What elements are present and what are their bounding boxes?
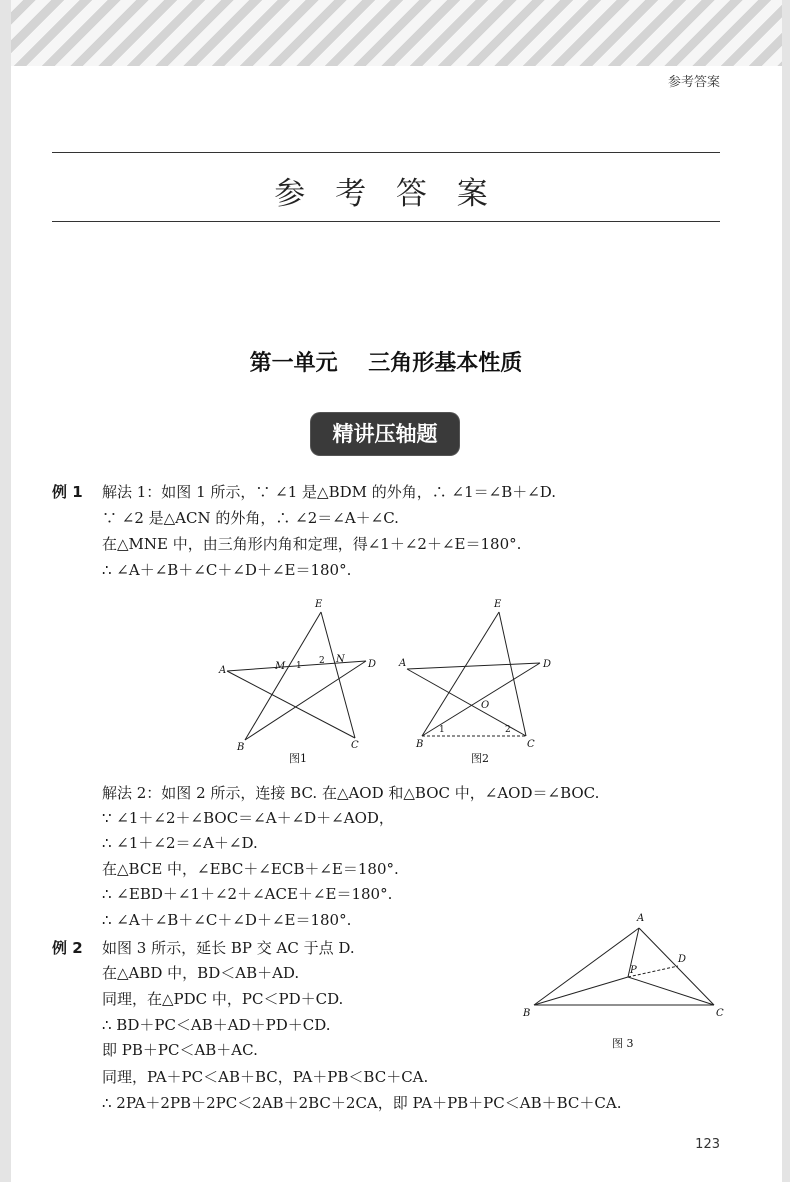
fig1-point-C: C bbox=[351, 740, 359, 751]
example-2-line: ∴ BD＋PC＜AB＋AD＋PD＋CD. bbox=[102, 1016, 331, 1034]
fig3-point-A: A bbox=[637, 913, 645, 924]
solution-2-line: ∴ ∠A＋∠B＋∠C＋∠D＋∠E＝180°. bbox=[102, 911, 352, 929]
fig3-point-B: B bbox=[523, 1008, 531, 1019]
figure-3-triangle bbox=[515, 908, 735, 1058]
example-2-line: 如图 3 所示，延长 BP 交 AC 于点 D. bbox=[102, 939, 355, 957]
example-1-line: ∴ ∠A＋∠B＋∠C＋∠D＋∠E＝180°. bbox=[102, 561, 352, 579]
fig2-point-A: A bbox=[399, 658, 407, 669]
fig1-point-E: E bbox=[315, 599, 323, 610]
solution-2-line: ∴ ∠1＋∠2＝∠A＋∠D. bbox=[102, 834, 258, 852]
fig1-point-M: M bbox=[275, 661, 286, 672]
fig3-point-D: D bbox=[678, 954, 687, 965]
example-1-line: 在△MNE 中，由三角形内角和定理，得∠1＋∠2＋∠E＝180°. bbox=[102, 535, 522, 553]
fig1-point-A: A bbox=[219, 665, 227, 676]
fig1-angle-1: 1 bbox=[296, 661, 302, 671]
unit-title: 第一单元 三角形基本性质 bbox=[249, 351, 523, 376]
page-number: 123 bbox=[695, 1137, 720, 1152]
decorative-stripe-band bbox=[0, 0, 790, 66]
section-badge: 精讲压轴题 bbox=[311, 413, 459, 455]
example-2-line: ∴ 2PA＋2PB＋2PC＜2AB＋2BC＋2CA，即 PA＋PB＋PC＜AB＋BC＋CA. bbox=[102, 1094, 622, 1112]
title-rule-bottom bbox=[52, 221, 720, 222]
title-rule-top bbox=[52, 152, 720, 153]
fig2-point-C: C bbox=[527, 739, 535, 750]
fig1-point-B: B bbox=[237, 742, 245, 753]
example-2-line: 同理，PA＋PC＜AB＋BC，PA＋PB＜BC＋CA. bbox=[102, 1068, 429, 1086]
fig1-point-N: N bbox=[336, 654, 345, 665]
running-head: 参考答案 bbox=[667, 75, 720, 90]
example-1-line: ∵ ∠2 是△ACN 的外角，∴ ∠2＝∠A＋∠C. bbox=[102, 509, 399, 527]
fig2-point-D: D bbox=[543, 659, 552, 670]
fig3-caption: 图 3 bbox=[612, 1037, 634, 1050]
solution-2-line: 在△BCE 中，∠EBC＋∠ECB＋∠E＝180°. bbox=[102, 860, 399, 878]
example-2-line: 在△ABD 中，BD＜AB＋AD. bbox=[102, 964, 300, 982]
example-1-label: 例 1 bbox=[52, 483, 83, 501]
example-2-line: 即 PB＋PC＜AB＋AC. bbox=[102, 1041, 258, 1059]
figure-1-pentagram bbox=[215, 595, 375, 770]
right-edge-shade bbox=[782, 0, 790, 1182]
fig1-caption: 图1 bbox=[289, 752, 307, 765]
fig3-point-C: C bbox=[716, 1008, 724, 1019]
example-2-label: 例 2 bbox=[52, 939, 83, 957]
example-1-line: 解法 1：如图 1 所示，∵ ∠1 是△BDM 的外角，∴ ∠1＝∠B＋∠D. bbox=[102, 483, 557, 501]
fig2-point-O: O bbox=[481, 700, 490, 711]
fig2-caption: 图2 bbox=[471, 752, 489, 765]
figure-2-pentagram bbox=[395, 595, 565, 770]
solution-2-line: ∴ ∠EBD＋∠1＋∠2＋∠ACE＋∠E＝180°. bbox=[102, 885, 393, 903]
fig1-point-D: D bbox=[368, 659, 377, 670]
solution-2-line: ∵ ∠1＋∠2＋∠BOC＝∠A＋∠D＋∠AOD， bbox=[102, 809, 394, 827]
example-2-line: 同理，在△PDC 中，PC＜PD＋CD. bbox=[102, 990, 344, 1008]
fig2-angle-1: 1 bbox=[439, 725, 445, 735]
left-edge-shade bbox=[0, 0, 11, 1182]
fig2-angle-2: 2 bbox=[505, 725, 511, 735]
fig3-point-P: P bbox=[630, 965, 637, 976]
solution-2-line: 解法 2：如图 2 所示，连接 BC. 在△AOD 和△BOC 中，∠AOD＝∠BOC. bbox=[102, 784, 600, 802]
fig1-angle-2: 2 bbox=[319, 656, 325, 666]
fig2-point-E: E bbox=[494, 599, 502, 610]
page-title: 参 考 答 案 bbox=[274, 176, 498, 212]
fig2-point-B: B bbox=[416, 739, 424, 750]
